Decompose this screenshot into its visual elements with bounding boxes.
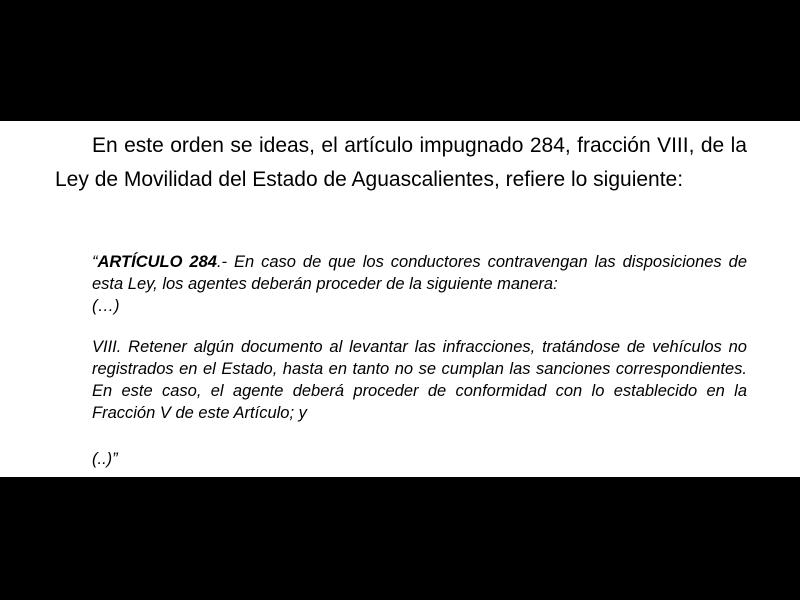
ellipsis-closing: (..)” [92, 450, 118, 468]
intro-paragraph: En este orden se ideas, el artículo impugnado 284, fracción VIII, de la Ley de Movilidad del Estado de Aguascalientes, refiere lo siguiente: [55, 134, 747, 191]
fraction-viii-paragraph: VIII. Retener algún documento al levantar las infracciones, tratándose de vehículos no registrados en el Estado, hasta en tanto no se cumplan las sanciones correspondientes. En este caso, el agente deberá proceder de conformidad con lo establecido en la Fracción V de este Artículo; y [92, 338, 747, 422]
article-quote-paragraph [92, 251, 747, 317]
quote-open-mark: “ [92, 253, 98, 271]
article-label: ARTÍCULO 284 [97, 253, 217, 271]
ellipsis-first: (…) [92, 297, 120, 315]
article-text: .- En caso de que los conductores contravengan las disposiciones de esta Ley, los agentes deberán proceder de la siguiente manera: [92, 253, 747, 293]
document-page [0, 121, 800, 477]
